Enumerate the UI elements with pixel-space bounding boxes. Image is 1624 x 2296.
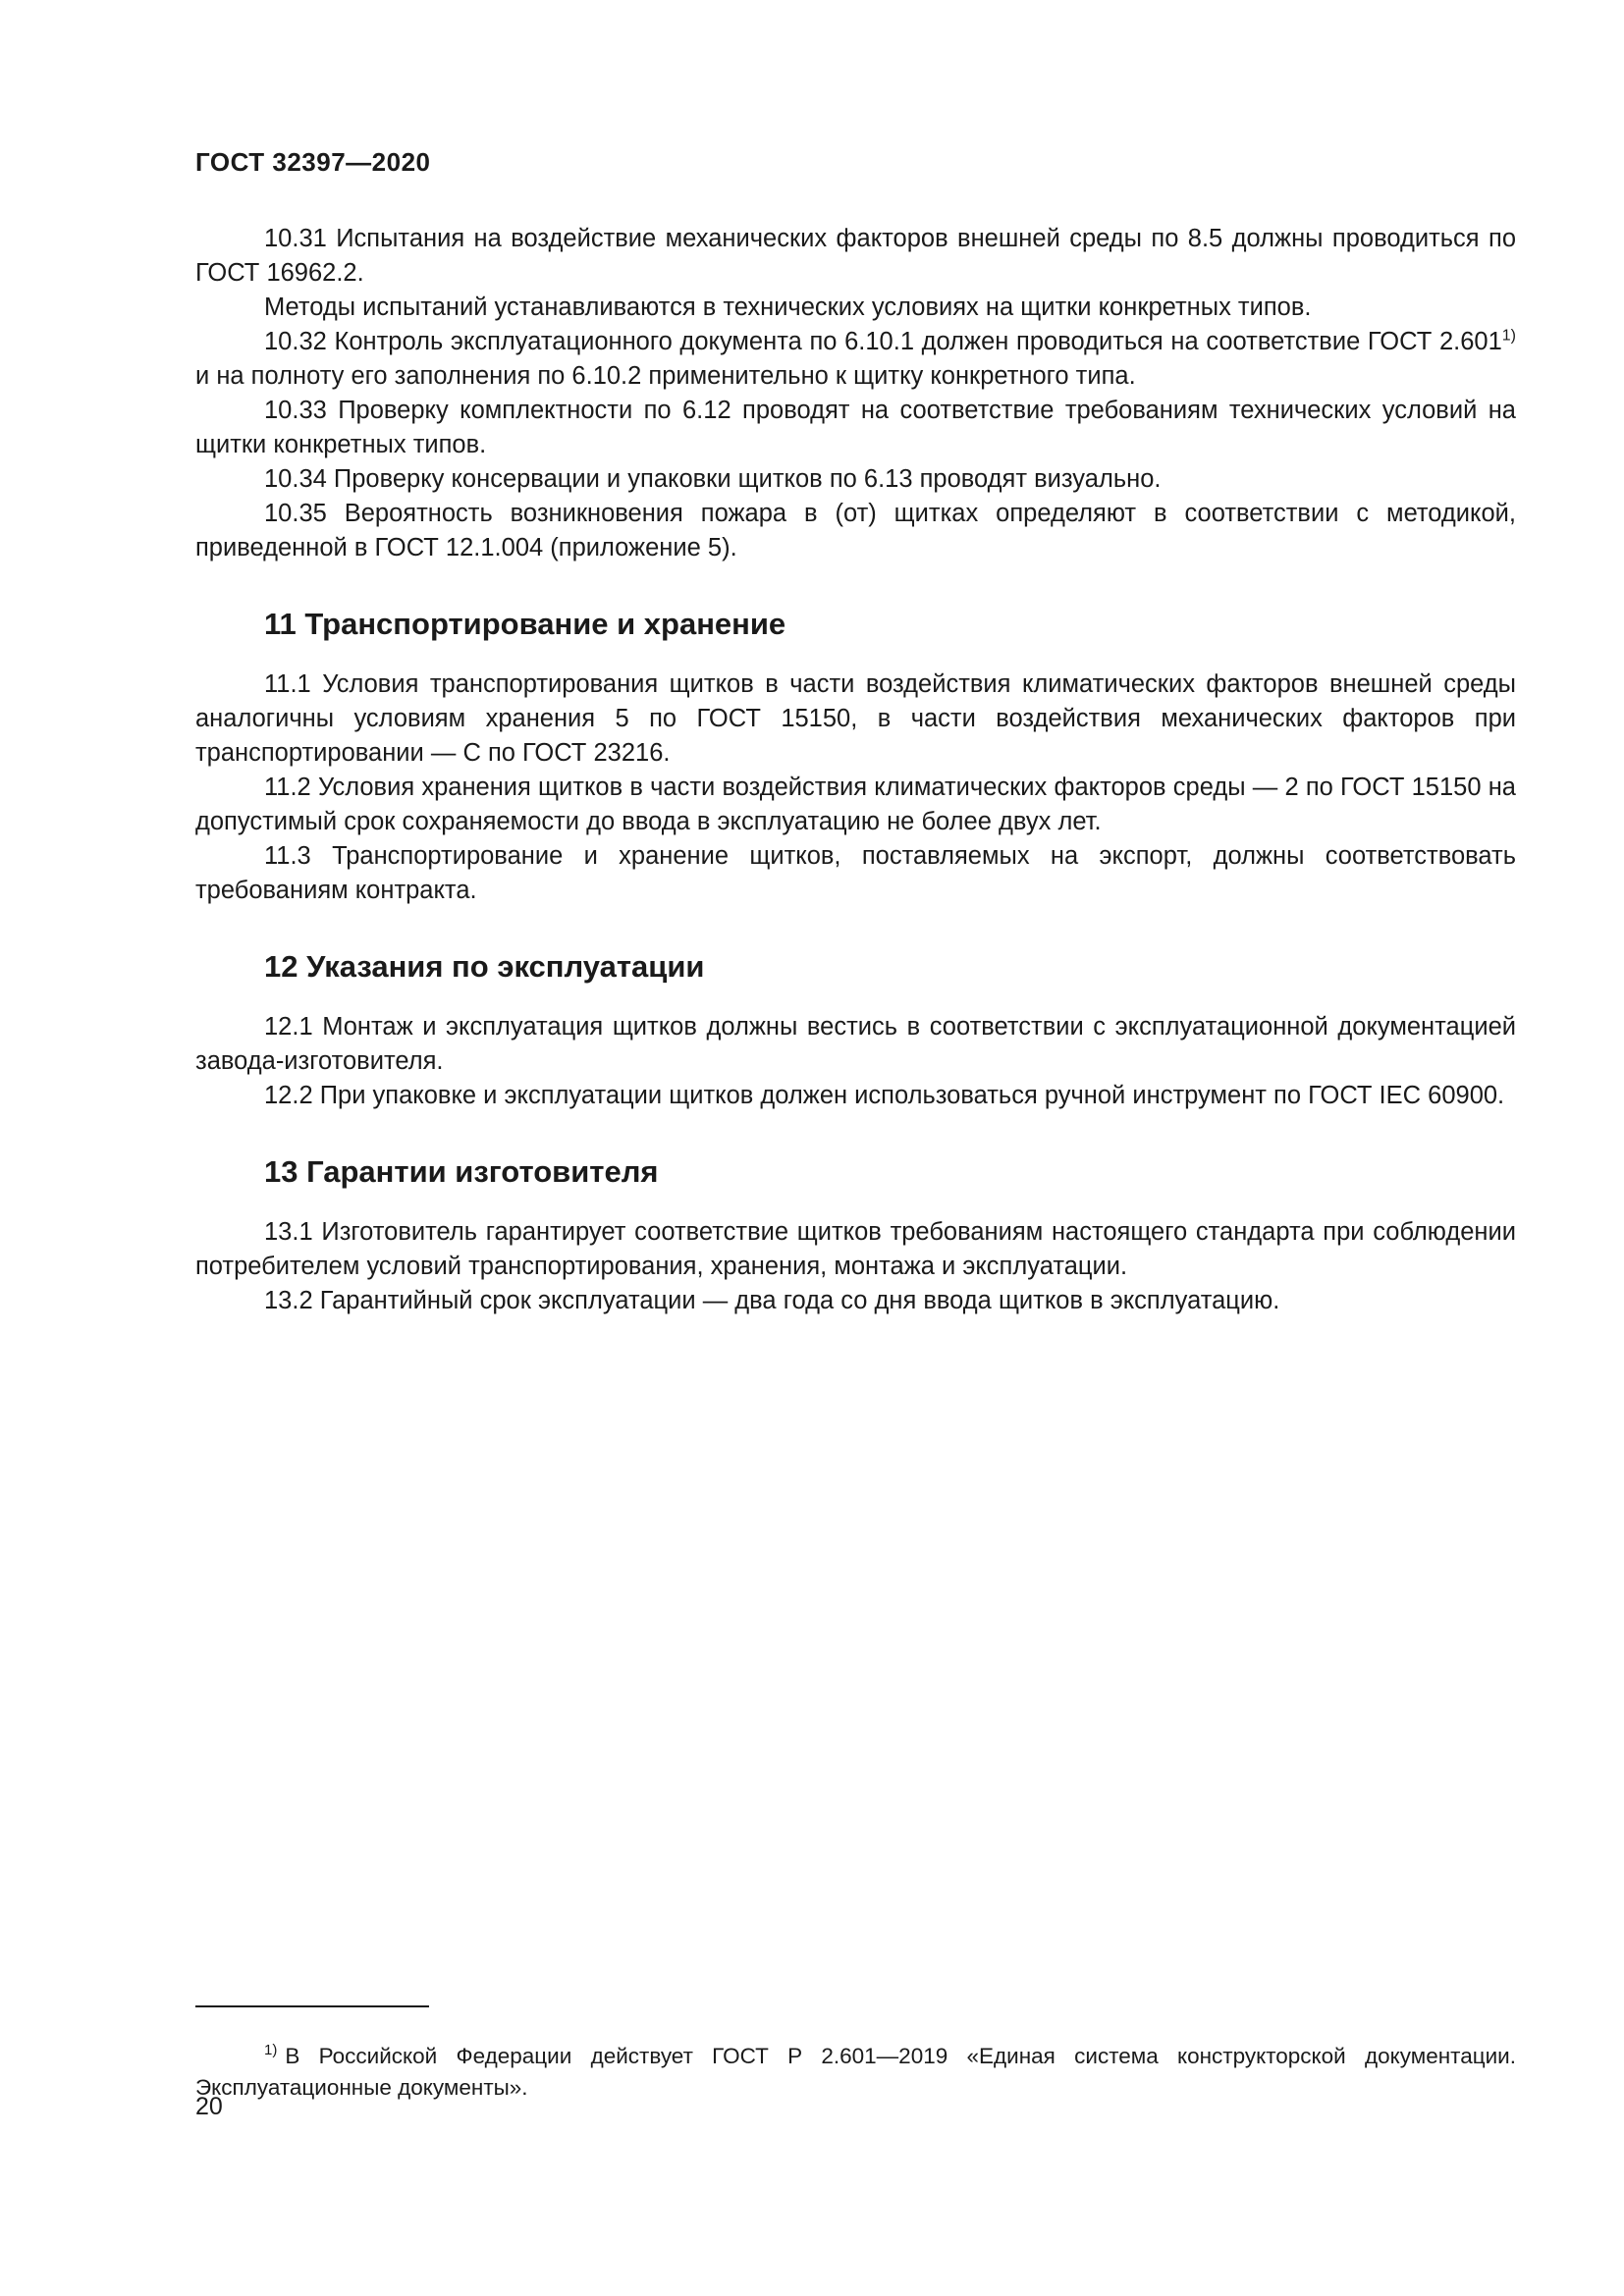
paragraph-13-2: 13.2 Гарантийный срок эксплуатации — два года со дня ввода щитков в эксплуатацию.: [264, 1287, 1280, 1314]
footnote: [195, 2041, 1516, 2104]
paragraph-10-32-text-before: 10.32 Контроль эксплуатационного документа по 6.10.1 должен проводиться на соответствие ГОСТ 2.601: [264, 328, 1502, 355]
section-12-title: 12 Указания по эксплуатации: [264, 949, 705, 984]
paragraph-11-2: 11.2 Условия хранения щитков в части воздействия климатических факторов среды — 2 по ГОСТ 15150 на допустимый срок сохраняемости до ввода в эксплуатацию не более двух лет.: [195, 774, 1516, 835]
paragraph-10-34: 10.34 Проверку консервации и упаковки щитков по 6.13 проводят визуально.: [264, 465, 1162, 493]
paragraph-10-32-text-after: и на полноту его заполнения по 6.10.2 применительно к щитку конкретного типа.: [195, 362, 1136, 390]
paragraph-10-31: 10.31 Испытания на воздействие механических факторов внешней среды по 8.5 должны проводиться по ГОСТ 16962.2.: [195, 225, 1516, 287]
footnote-text: В Российской Федерации действует ГОСТ Р 2.601—2019 «Единая система конструкторской документации. Эксплуатационные документы».: [195, 2043, 1516, 2100]
document-body: [195, 222, 1516, 1318]
paragraph-10-32: [195, 325, 1516, 394]
footnote-reference: 1): [1501, 327, 1516, 345]
paragraph-10-35: 10.35 Вероятность возникновения пожара в (от) щитках определяют в соответствии с методикой, приведенной в ГОСТ 12.1.004 (приложение 5).: [195, 500, 1516, 561]
paragraph-methods: Методы испытаний устанавливаются в технических условиях на щитки конкретных типов.: [264, 294, 1312, 321]
paragraph-12-2: 12.2 При упаковке и эксплуатации щитков должен использоваться ручной инструмент по ГОСТ IEC 60900.: [264, 1082, 1505, 1109]
paragraph-11-1: 11.1 Условия транспортирования щитков в части воздействия климатических факторов внешней среды аналогичны условиям хранения 5 по ГОСТ 15150, в части воздействия механических факторов при транспортировании — С по ГОСТ 23216.: [195, 670, 1516, 767]
section-13-title: 13 Гарантии изготовителя: [264, 1154, 659, 1189]
paragraph-12-1: 12.1 Монтаж и эксплуатация щитков должны вестись в соответствии с эксплуатационной документацией завода-изготовителя.: [195, 1013, 1516, 1075]
footnote-divider: [195, 2005, 429, 2007]
section-11-title: 11 Транспортирование и хранение: [264, 607, 786, 641]
footnote-marker: 1): [264, 2042, 278, 2058]
document-header: ГОСТ 32397—2020: [195, 147, 431, 177]
page-number: 20: [195, 2093, 223, 2120]
paragraph-13-1: 13.1 Изготовитель гарантирует соответствие щитков требованиям настоящего стандарта при соблюдении потребителем условий транспортирования, хранения, монтажа и эксплуатации.: [195, 1218, 1516, 1280]
paragraph-11-3: 11.3 Транспортирование и хранение щитков, поставляемых на экспорт, должны соответствовать требованиям контракта.: [195, 842, 1516, 904]
paragraph-10-33: 10.33 Проверку комплектности по 6.12 проводят на соответствие требованиям технических условий на щитки конкретных типов.: [195, 397, 1516, 458]
